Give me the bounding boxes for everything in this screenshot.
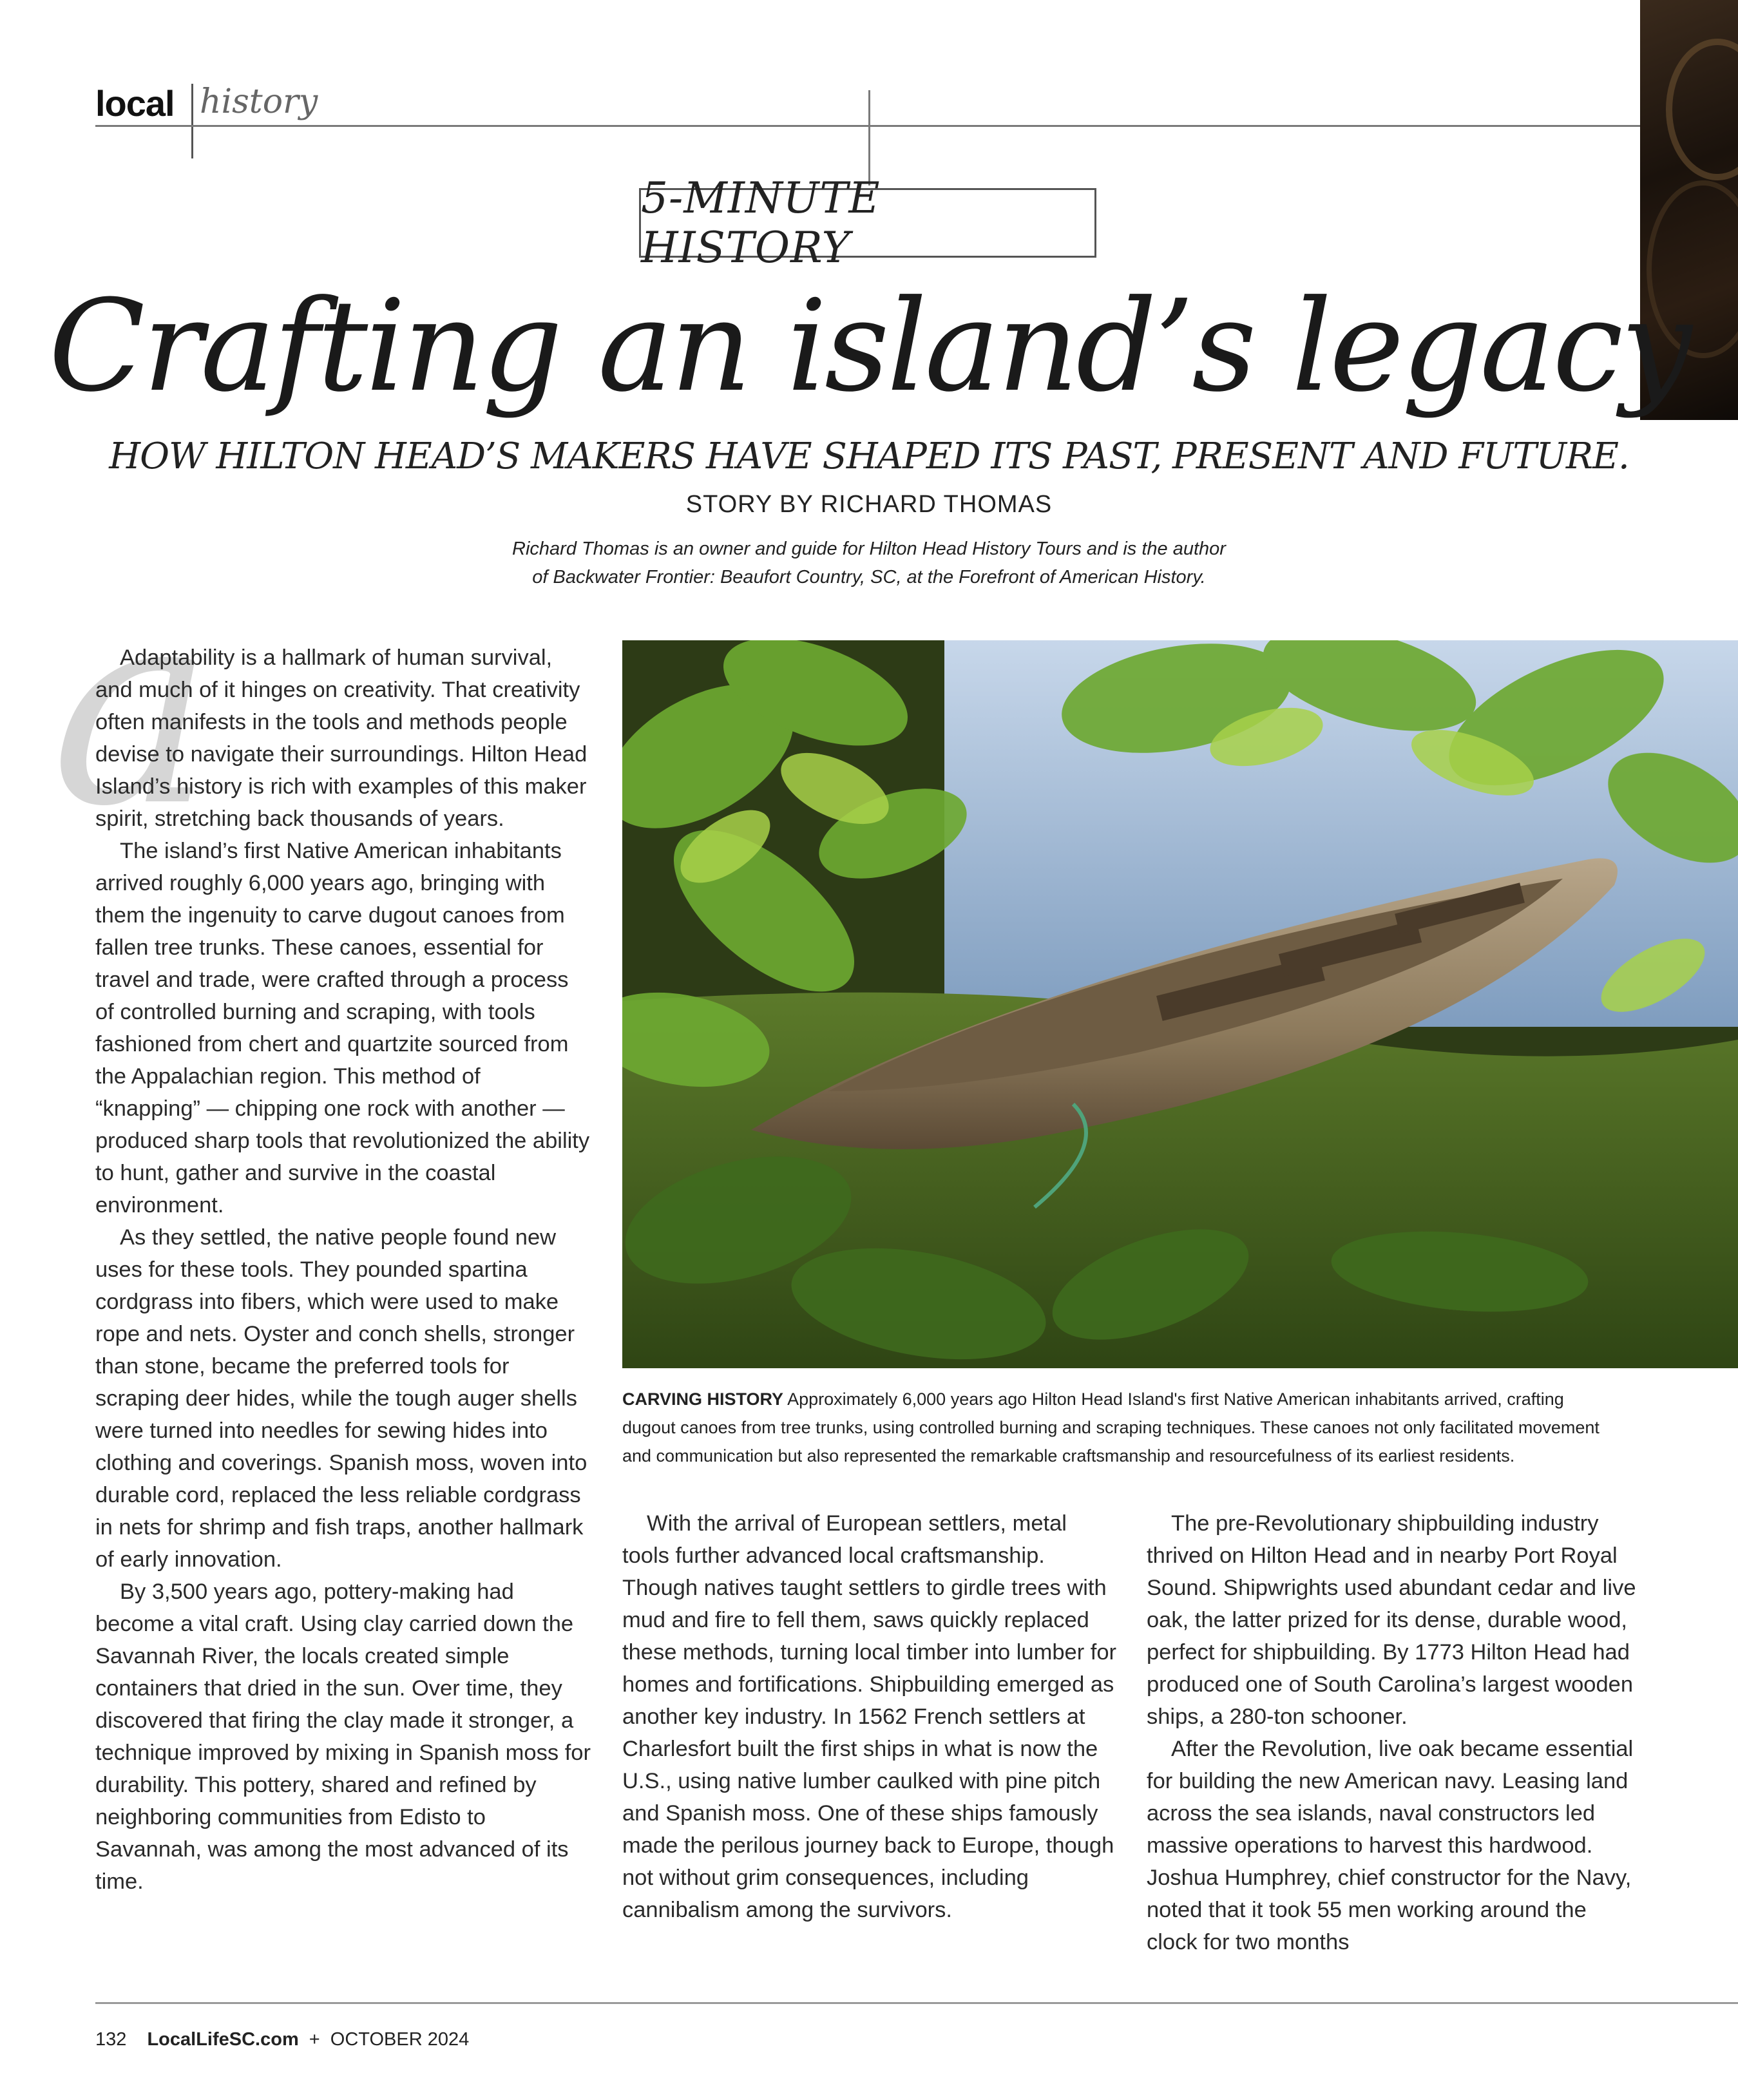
site-link[interactable]: LocalLifeSC.com xyxy=(147,2029,299,2050)
headline: Crafting an island’s legacy xyxy=(48,273,1690,420)
rope-coil xyxy=(1666,39,1738,180)
paragraph: As they settled, the native people found new uses for these tools. They pounded spartina cordgrass into fibers, which were used to make rope and nets. Oyster and conch shells, stronger than stone, became the preferred tools for scraping deer hides, while the tough auger shells were turned into needles for sewing hides into clothing and coverings. Spanish moss, woven into durable cord, replaced the less reliable cordgrass in nets for shrimp and fish traps, another hallmark of early innovation. xyxy=(95,1225,587,1572)
kicker-box xyxy=(639,173,1096,272)
header-rule xyxy=(95,125,1640,127)
photo-caption xyxy=(622,1385,1614,1470)
page-number: 132 xyxy=(95,2029,127,2050)
author-bio-line: of Backwater Frontier: Beaufort Country, SC, at the Forefront of American History. xyxy=(532,567,1206,587)
section-sublabel: history xyxy=(200,82,318,121)
article-column-2 xyxy=(622,1507,1118,1926)
paragraph: With the arrival of European settlers, metal tools further advanced local craftsmanship. Though natives taught settlers to girdle trees with mud and fire to fell them, saws quickly replaced these methods, turning local timber into lumber for homes and fortifications. Shipbuilding emerged as another key industry. In 1562 French settlers at Charlesfort built the first ships in what is now the U.S., using native lumber caulked with pine pitch and Spanish moss. One of these ships famously made the perilous journey back to Europe, though not without grim consequences, including cannibalism among the survivors. xyxy=(622,1511,1117,1922)
article-column-1 xyxy=(95,642,591,1898)
caption-lead: CARVING HISTORY xyxy=(622,1389,784,1409)
footer-separator: + xyxy=(309,2029,320,2050)
paragraph: The island’s first Native American inhabitants arrived roughly 6,000 years ago, bringing with them the ingenuity to carve dugout canoes from fallen tree trunks. These canoes, essential for travel and trade, were crafted through a process of controlled burning and scraping, with tools fashioned from chert and quartzite sourced from the Appalachian region. This method of “knapping” — chipping one rock with another — produced sharp tools that revolutionized the ability to hunt, gather and survive in the coastal environment. xyxy=(95,839,590,1217)
paragraph: After the Revolution, live oak became essential for building the new American navy. Leasing land across the sea islands, naval constructors led massive operations to harvest this hardwood. Joshua Humphrey, chief constructor for the Navy, noted that it took 55 men working around the clock for two months xyxy=(1147,1737,1634,1954)
issue-date: OCTOBER 2024 xyxy=(330,2029,470,2050)
canoe-photo-illustration xyxy=(622,640,1738,1368)
center-rule xyxy=(868,90,870,186)
footer-rule xyxy=(95,2002,1738,2004)
paragraph: The pre-Revolutionary shipbuilding industry thrived on Hilton Head and in nearby Port Royal Sound. Shipwrights used abundant cedar and live oak, the latter prized for its dense, durable wood, perfect for shipbuilding. By 1773 Hilton Head had produced one of South Carolina’s largest wooden ships, a 280-ton schooner. xyxy=(1147,1511,1636,1729)
article-column-3 xyxy=(1147,1507,1643,1958)
section-divider xyxy=(191,84,193,158)
section-label: local xyxy=(95,83,175,124)
canoe-photo xyxy=(622,640,1738,1368)
paragraph: Adaptability is a hallmark of human survival, and much of it hinges on creativity. That creativity often manifests in the tools and methods people devise to navigate their surroundings. Hilton Head Island’s history is rich with examples of this maker spirit, stretching back thousands of years. xyxy=(95,645,587,831)
byline: STORY BY RICHARD THOMAS xyxy=(685,491,1053,518)
footer xyxy=(95,2029,469,2050)
caption-text: Approximately 6,000 years ago Hilton Head Island's first Native American inhabitants arrived, crafting dugout canoes from tree trunks, using controlled burning and scraping techniques. These canoes not only facilitated movement and communication but also represented the remarkable craftsmanship and resourcefulness of its earliest residents. xyxy=(622,1389,1600,1465)
author-bio xyxy=(451,535,1287,591)
drop-cap: a xyxy=(52,551,213,866)
dek: HOW HILTON HEAD’S MAKERS HAVE SHAPED ITS PAST, PRESENT AND FUTURE. xyxy=(109,435,1629,477)
paragraph: By 3,500 years ago, pottery-making had become a vital craft. Using clay carried down the Savannah River, the locals created simple containers that dried in the sun. Over time, they discovered that firing the clay made it stronger, a technique improved by mixing in Spanish moss for durability. This pottery, shared and refined by neighboring communities from Edisto to Savannah, was among the most advanced of its time. xyxy=(95,1580,591,1894)
kicker: 5-MINUTE HISTORY xyxy=(641,173,881,272)
author-bio-line: Richard Thomas is an owner and guide for Hilton Head History Tours and is the author xyxy=(512,539,1226,559)
